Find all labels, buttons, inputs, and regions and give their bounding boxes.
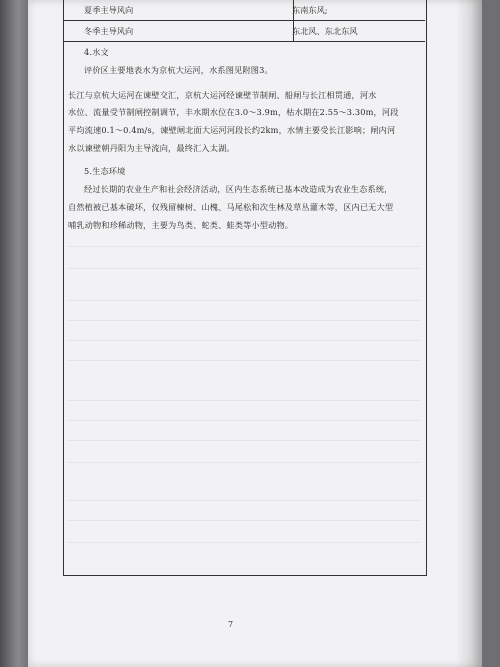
bleed-through-line	[68, 300, 420, 301]
hydrology-line-5: 水以谏壁朝丹阳为主导流向，最终汇入太湖。	[68, 143, 235, 153]
bleed-through-line	[68, 246, 420, 247]
bleed-through-line	[68, 500, 420, 501]
ecology-line-3: 哺乳动物和珍稀动物，主要为鸟类、蛇类、蛙类等小型动物。	[68, 220, 294, 230]
winter-wind-label: 冬季主导风向	[84, 26, 134, 36]
bleed-through-line	[68, 400, 420, 401]
hydrology-line-4: 平均流速0.1～0.4m/s，谏壁闸北面大运河河段长约2km，水情主要受长江影响；闸内河	[68, 125, 396, 135]
bleed-through-line	[68, 360, 420, 361]
binding-shadow	[456, 0, 482, 667]
bleed-through-line	[68, 520, 420, 521]
ecology-line-2: 自然植被已基本破坏，仅残留楝树、山槐、马尾松和次生林及草丛灌木等，区内已无大型	[68, 202, 394, 212]
bleed-through-line	[68, 268, 420, 269]
bleed-through-line	[68, 542, 420, 543]
bleed-through-line	[68, 420, 420, 421]
bleed-through-line	[68, 320, 420, 321]
bleed-through-line	[68, 462, 420, 463]
hydrology-line-2: 长江与京杭大运河在谏壁交汇，京杭大运河经谏壁节制闸、船闸与长江相贯通，河水	[68, 90, 377, 100]
page-number: 7	[228, 620, 234, 629]
summer-wind-label: 夏季主导风向	[84, 5, 134, 15]
hydrology-line-1: 评价区主要地表水为京杭大运河，水系图见附图3。	[84, 65, 273, 75]
summer-wind-value-text: 东南东风;	[292, 5, 328, 15]
ecology-line-1: 经过长期的农业生产和社会经济活动，区内生态系统已基本改造成为农业生态系统，	[84, 184, 393, 194]
wind-row-summer	[63, 0, 425, 21]
ecology-heading: 5.生态环境	[84, 166, 126, 176]
bleed-through-line	[68, 440, 420, 441]
summer-wind-value	[293, 0, 330, 20]
winter-wind-value-text: 东北风、东北东风	[292, 26, 358, 36]
wind-row-winter	[63, 21, 425, 42]
bleed-through-line	[68, 340, 420, 341]
winter-wind-value	[293, 21, 360, 41]
hydrology-heading: 4.水文	[84, 47, 109, 57]
hydrology-line-3: 水位、流量受节制闸控制调节，丰水期水位在3.0～3.9m，枯水期在2.55～3.30m，河段	[68, 107, 399, 117]
